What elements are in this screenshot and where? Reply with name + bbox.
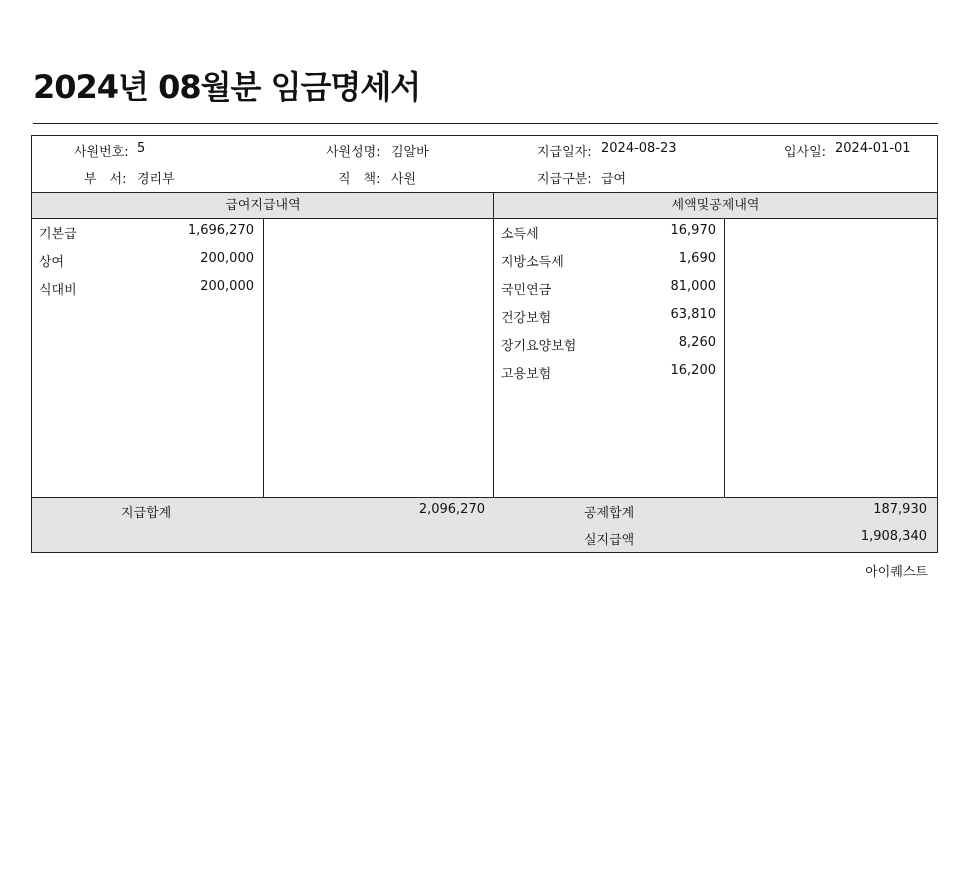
deduction-value: 16,200: [670, 363, 716, 378]
join-date-label: 입사일:: [784, 145, 827, 160]
employee-info: [32, 136, 937, 192]
employee-name-value: 김알바: [391, 145, 429, 160]
employee-id-value: 5: [137, 141, 146, 156]
pay-date-value: 2024-08-23: [601, 141, 677, 156]
earning-value: 1,696,270: [187, 223, 254, 238]
company-name: 아이퀘스트: [865, 565, 928, 580]
position-value: 사원: [391, 172, 417, 187]
deduction-total-label: 공제합계: [584, 506, 635, 521]
earning-value: 200,000: [200, 279, 254, 294]
net-pay-value: 1,908,340: [860, 529, 927, 544]
deduction-value: 8,260: [678, 335, 716, 350]
pay-date-label: 지급일자:: [537, 145, 592, 160]
title-divider: [33, 123, 938, 124]
deduction-label: 지방소득세: [501, 255, 564, 270]
department-label: 부 서:: [84, 172, 127, 187]
earning-label: 상여: [39, 255, 65, 270]
page-title: 2024년 08월분 임금명세서: [33, 68, 421, 106]
pay-total-value: 2,096,270: [418, 502, 485, 517]
join-date-value: 2024-01-01: [835, 141, 911, 156]
column-divider: [724, 219, 725, 497]
totals-footer: [32, 497, 937, 552]
department-value: 경리부: [137, 172, 175, 187]
column-divider: [263, 219, 264, 497]
earning-value: 200,000: [200, 251, 254, 266]
deduction-label: 고용보험: [501, 367, 552, 382]
earning-label: 기본급: [39, 227, 77, 242]
pay-type-value: 급여: [601, 172, 627, 187]
deduction-label: 장기요양보험: [501, 339, 577, 354]
earnings-header: 급여지급내역: [32, 192, 494, 219]
position-label: 직 책:: [338, 172, 381, 187]
deduction-label: 소득세: [501, 227, 539, 242]
earning-label: 식대비: [39, 283, 77, 298]
deduction-label: 국민연금: [501, 283, 552, 298]
deductions-header: 세액및공제내역: [494, 192, 937, 219]
deduction-value: 81,000: [670, 279, 716, 294]
deduction-label: 건강보험: [501, 311, 552, 326]
payslip-table: [31, 135, 938, 553]
employee-id-label: 사원번호:: [74, 145, 129, 160]
section-divider: [493, 192, 494, 497]
pay-total-label: 지급합계: [121, 506, 172, 521]
deduction-value: 16,970: [670, 223, 716, 238]
deduction-total-value: 187,930: [873, 502, 927, 517]
deduction-value: 63,810: [670, 307, 716, 322]
pay-type-label: 지급구분:: [537, 172, 592, 187]
employee-name-label: 사원성명:: [326, 145, 381, 160]
deduction-value: 1,690: [678, 251, 716, 266]
net-pay-label: 실지급액: [584, 533, 635, 548]
